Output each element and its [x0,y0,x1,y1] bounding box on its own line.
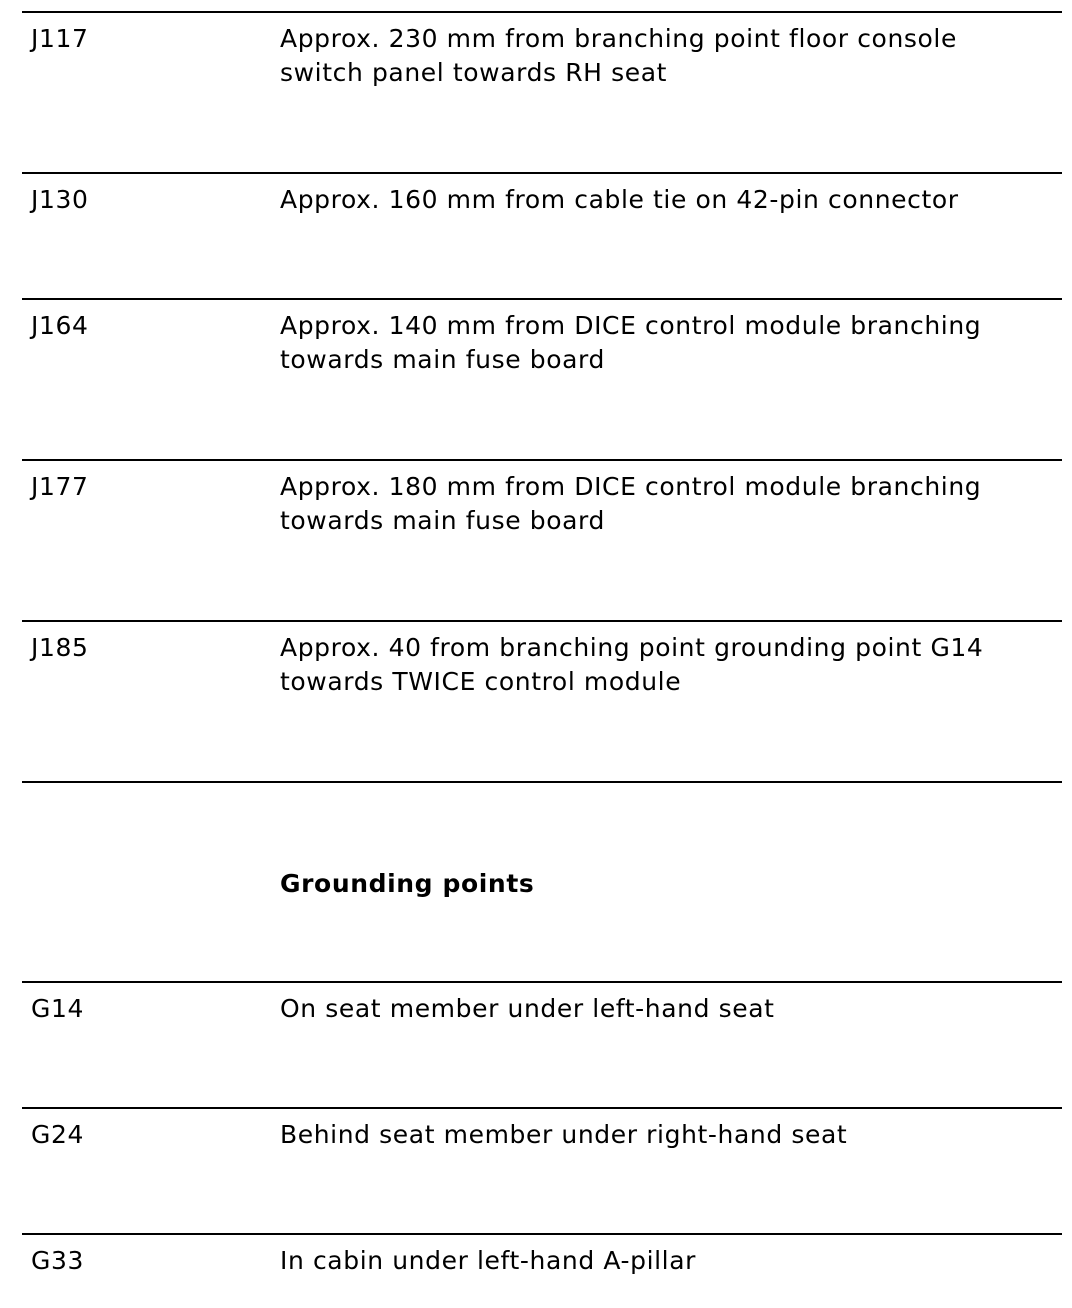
section-heading: Grounding points [280,869,535,898]
location-description [280,22,1060,90]
description-line: Approx. 180 mm from DICE control module branching [280,472,982,501]
description-line: towards TWICE control module [280,667,682,696]
table-row [22,172,1062,298]
description-line: towards main fuse board [280,345,605,374]
table-row [22,981,1062,1107]
grounding-point-id: G14 [31,994,84,1023]
location-description [280,183,1060,217]
location-description: On seat member under left-hand seat [280,994,775,1023]
table-row [22,11,1062,172]
location-description [280,631,1060,699]
location-description: In cabin under left-hand A-pillar [280,1246,697,1275]
connector-id: J177 [31,472,89,501]
table-row [22,459,1062,620]
connector-id: J185 [31,633,89,662]
connector-id: J130 [31,185,89,214]
location-description [280,309,1060,377]
grounding-point-id: G24 [31,1120,84,1149]
description-line: Approx. 40 from branching point grounding point G14 [280,633,984,662]
table-row [22,1107,1062,1233]
location-description [280,470,1060,538]
connector-location-table [22,11,1062,1303]
description-line: Approx. 140 mm from DICE control module branching [280,311,982,340]
description-line: Approx. 160 mm from cable tie on 42-pin connector [280,185,959,214]
description-line: switch panel towards RH seat [280,58,668,87]
section-heading-row [22,781,1062,981]
table-row [22,298,1062,459]
location-description: Behind seat member under right-hand seat [280,1120,848,1149]
table-row [22,620,1062,781]
description-line: Approx. 230 mm from branching point floor console [280,24,957,53]
grounding-point-id: G33 [31,1246,84,1275]
description-line: towards main fuse board [280,506,605,535]
connector-id: J117 [31,24,89,53]
connector-id: J164 [31,311,89,340]
table-row [22,1233,1062,1303]
